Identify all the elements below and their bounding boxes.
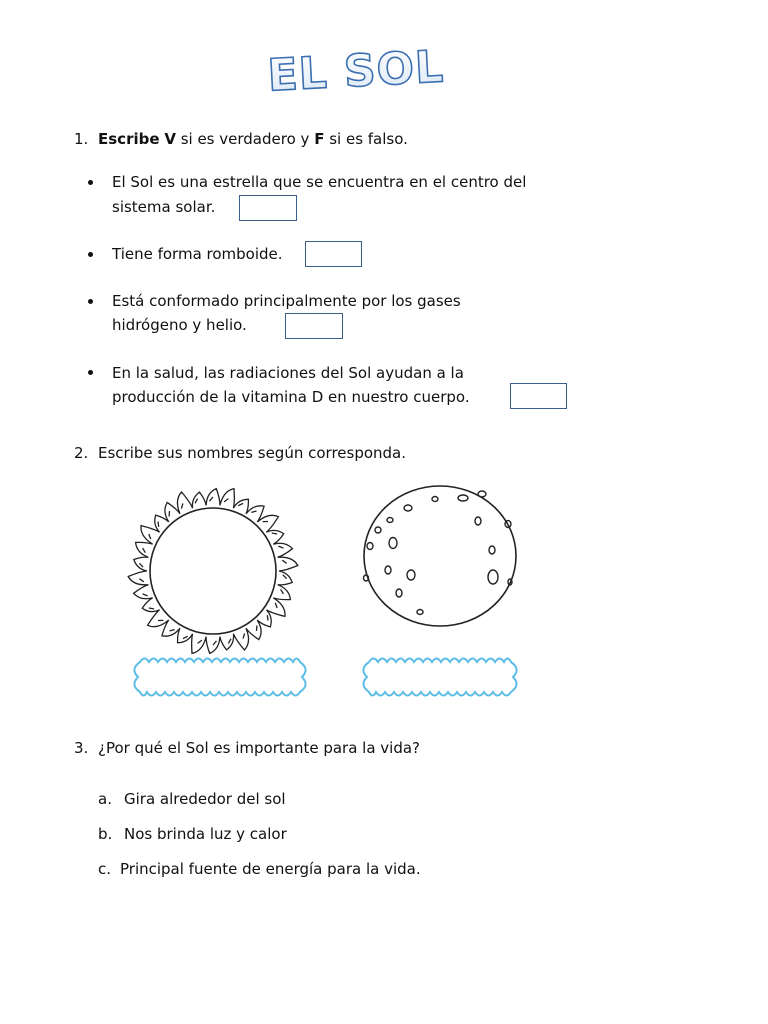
statement-3-line-2: hidrógeno y helio. xyxy=(112,316,247,334)
answer-cloud-sun[interactable] xyxy=(130,653,310,701)
answer-box-4[interactable] xyxy=(510,383,567,409)
question-3-heading: 3. ¿Por qué el Sol es importante para la vida? xyxy=(74,739,421,757)
question-1-heading: 1. Escribe V si es verdadero y F si es falso. xyxy=(74,130,408,148)
option-a[interactable]: a. Gira alrededor del sol xyxy=(98,790,286,808)
svg-text:EL SOL: EL SOL xyxy=(266,41,446,102)
moon-drawing xyxy=(360,484,522,634)
page-title xyxy=(266,34,446,102)
bullet xyxy=(86,250,95,259)
statement-2-line-1: Tiene forma romboide. xyxy=(112,245,283,263)
option-b[interactable]: b. Nos brinda luz y calor xyxy=(98,825,287,843)
statement-4-line-2: producción de la vitamina D en nuestro cuerpo. xyxy=(112,388,470,406)
statement-1-line-1: El Sol es una estrella que se encuentra en el centro del xyxy=(112,173,527,191)
statement-4-line-1: En la salud, las radiaciones del Sol ayudan a la xyxy=(112,364,464,382)
answer-box-2[interactable] xyxy=(305,241,362,267)
statement-1-line-2: sistema solar. xyxy=(112,198,216,216)
bullet xyxy=(86,368,95,377)
answer-box-1[interactable] xyxy=(239,195,297,221)
answer-cloud-moon[interactable] xyxy=(359,653,521,701)
question-2-heading: 2. Escribe sus nombres según corresponda. xyxy=(74,444,407,462)
answer-box-3[interactable] xyxy=(285,313,343,339)
bullet xyxy=(86,178,95,187)
sun-drawing xyxy=(128,486,298,656)
bullet xyxy=(86,297,95,306)
option-c[interactable]: c. Principal fuente de energía para la vida. xyxy=(98,860,421,878)
statement-3-line-1: Está conformado principalmente por los gases xyxy=(112,292,461,310)
